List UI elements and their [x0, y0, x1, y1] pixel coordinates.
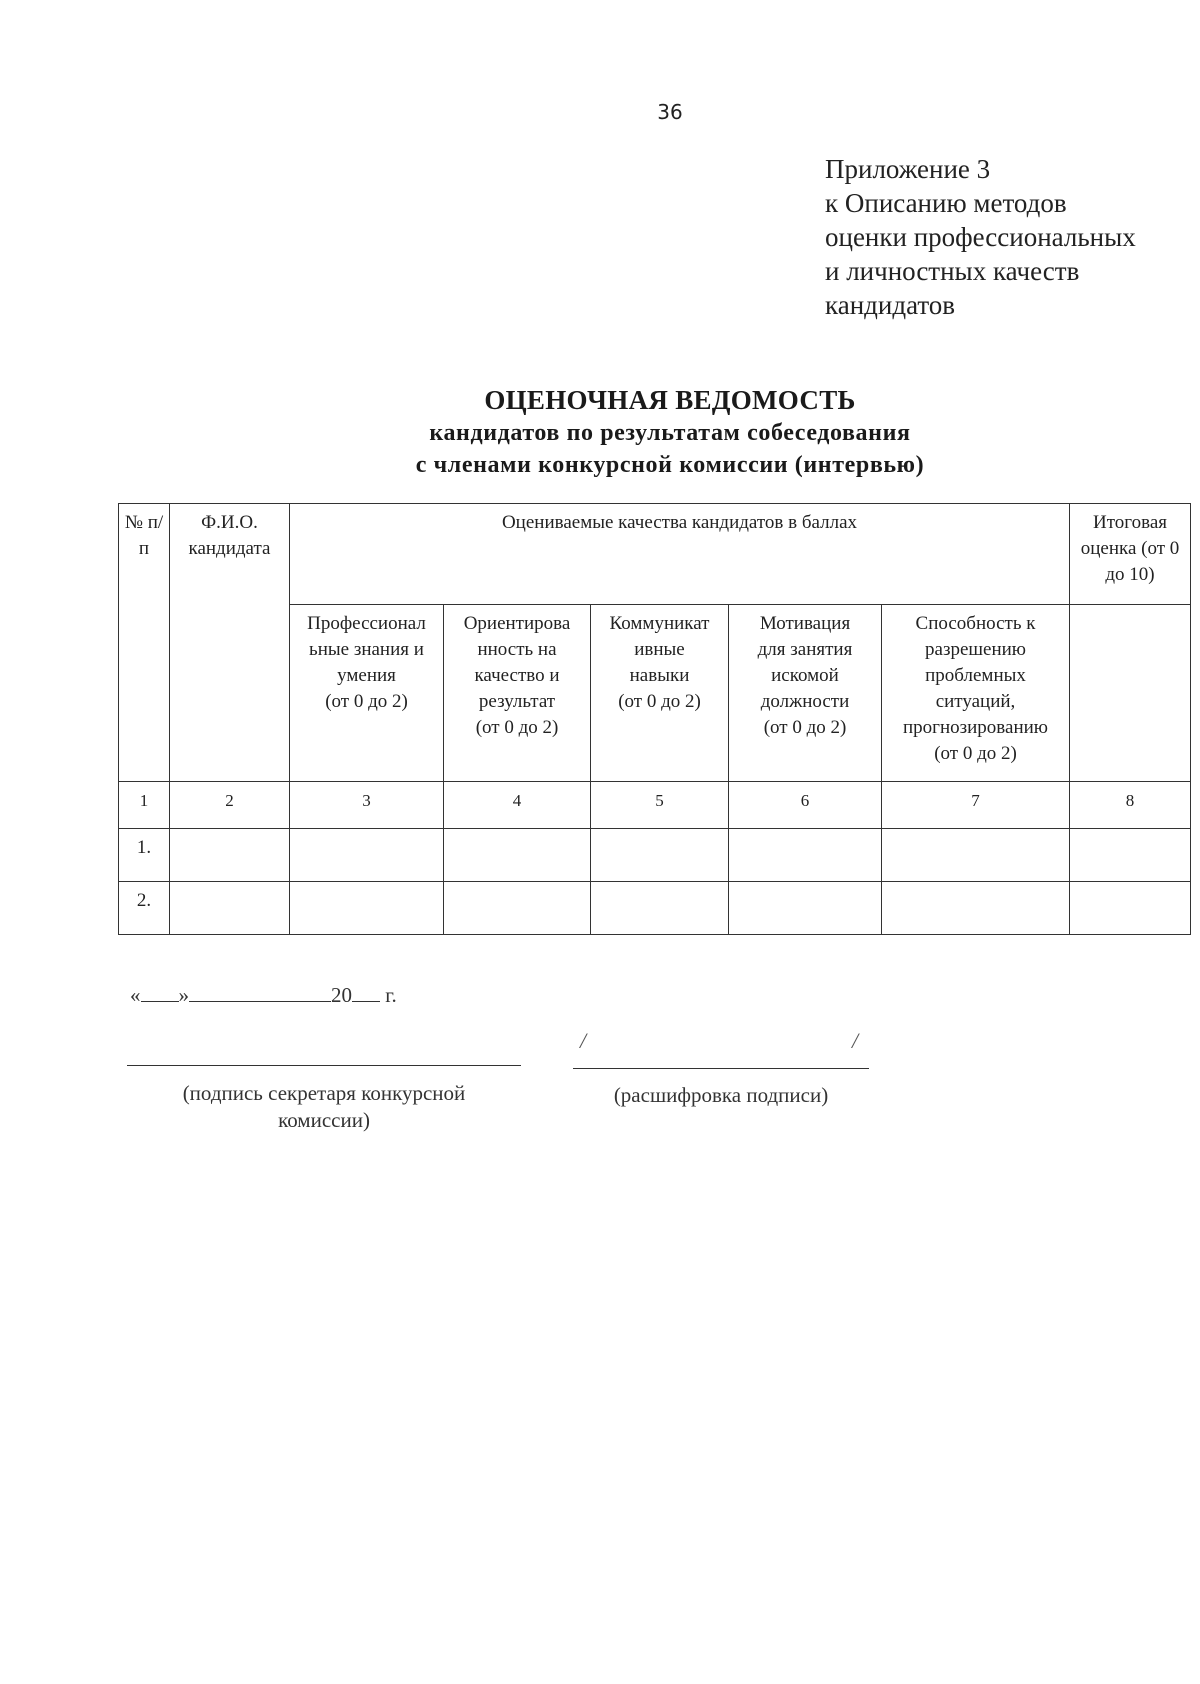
header-total: Итоговая оценка (от 0 до 10): [1070, 504, 1191, 605]
month-blank[interactable]: [189, 983, 331, 1002]
column-number: 4: [444, 782, 591, 829]
score-cell[interactable]: [444, 829, 591, 882]
table-row: [119, 829, 1191, 882]
criterion-professional-knowledge: Профессионал ьные знания и умения (от 0 до 2): [290, 605, 444, 782]
candidate-name-cell[interactable]: [170, 829, 290, 882]
year-blank[interactable]: [352, 983, 380, 1002]
appendix-line: и личностных качеств: [825, 256, 1080, 286]
score-cell[interactable]: [882, 882, 1070, 935]
criterion-problem-solving: Способность к разрешению проблемных ситуаций, прогнозированию (от 0 до 2): [882, 605, 1070, 782]
criterion-quality-orientation: Ориентирова нность на качество и результат (от 0 до 2): [444, 605, 591, 782]
score-cell[interactable]: [729, 882, 882, 935]
page-number: 36: [657, 100, 683, 124]
total-cell[interactable]: [1070, 882, 1191, 935]
column-number: 2: [170, 782, 290, 829]
column-number: 3: [290, 782, 444, 829]
appendix-line: оценки профессиональных: [825, 222, 1136, 252]
score-cell[interactable]: [882, 829, 1070, 882]
date-line: [130, 983, 397, 1008]
slash-left: /: [580, 1028, 587, 1053]
year-prefix: 20: [331, 983, 352, 1007]
caption-line: (подпись секретаря конкурсной: [182, 1081, 466, 1105]
column-number-row: [119, 782, 1191, 829]
column-number: 5: [591, 782, 729, 829]
header-name: Ф.И.О. кандидата: [170, 504, 290, 782]
score-cell[interactable]: [290, 882, 444, 935]
day-blank[interactable]: [141, 983, 179, 1002]
document-title: [100, 383, 1200, 481]
table-row: [119, 882, 1191, 935]
column-number: 8: [1070, 782, 1191, 829]
score-cell[interactable]: [290, 829, 444, 882]
caption-line: комиссии): [278, 1108, 370, 1132]
signature-decoding-caption: (расшифровка подписи): [613, 1083, 829, 1107]
signature-decoding-line[interactable]: [573, 1068, 869, 1069]
title-subtitle-2: с членами конкурсной комиссии (интервью): [415, 452, 925, 478]
column-number: 6: [729, 782, 882, 829]
appendix-line: Приложение 3: [825, 154, 991, 184]
row-number: 1.: [119, 829, 170, 882]
open-quote: «: [130, 983, 141, 1007]
header-row: [119, 504, 1191, 605]
header-qualities: Оцениваемые качества кандидатов в баллах: [290, 504, 1070, 605]
score-cell[interactable]: [729, 829, 882, 882]
row-number: 2.: [119, 882, 170, 935]
title-main: ОЦЕНОЧНАЯ ВЕДОМОСТЬ: [484, 385, 856, 415]
appendix-line: кандидатов: [825, 290, 956, 320]
header-num: № п/п: [119, 504, 170, 782]
score-cell[interactable]: [591, 829, 729, 882]
column-number: 7: [882, 782, 1070, 829]
criterion-communication-skills: Коммуникат ивные навыки (от 0 до 2): [591, 605, 729, 782]
evaluation-table: [118, 503, 1191, 935]
column-number: 1: [119, 782, 170, 829]
secretary-signature-line[interactable]: [127, 1065, 521, 1066]
appendix-note: [825, 152, 1185, 322]
criterion-motivation: Мотивация для занятия искомой должности (от 0 до 2): [729, 605, 882, 782]
slash-right: /: [852, 1028, 859, 1053]
score-cell[interactable]: [444, 882, 591, 935]
candidate-name-cell[interactable]: [170, 882, 290, 935]
score-cell[interactable]: [591, 882, 729, 935]
total-cell[interactable]: [1070, 829, 1191, 882]
year-suffix: г.: [385, 983, 397, 1007]
secretary-signature-caption: [127, 1080, 521, 1134]
appendix-line: к Описанию методов: [825, 188, 1067, 218]
title-subtitle-1: кандидатов по результатам собеседования: [429, 420, 911, 446]
criterion-empty-cell: [1070, 605, 1191, 782]
close-quote: »: [178, 983, 189, 1007]
